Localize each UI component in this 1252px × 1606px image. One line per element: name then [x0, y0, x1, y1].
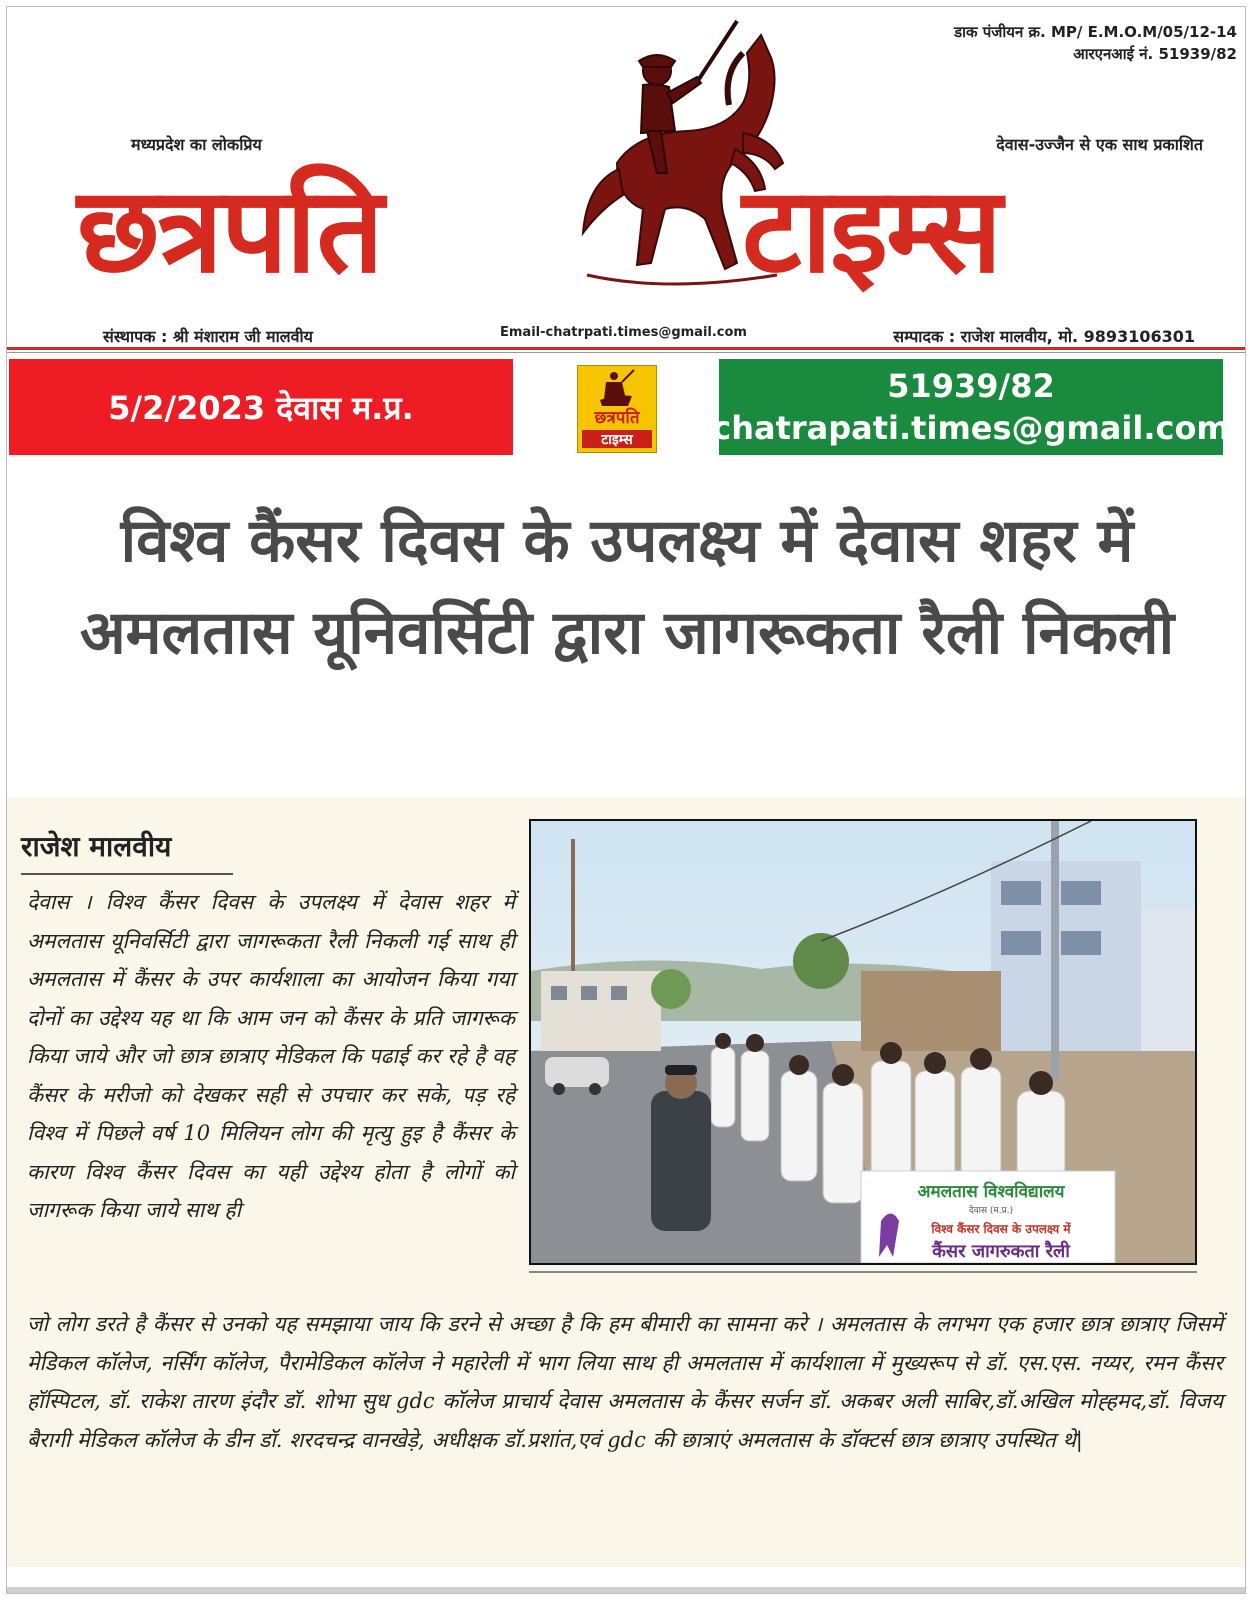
- rally-photo-illustration: [531, 821, 1195, 1263]
- mini-logo-icon: [577, 365, 657, 453]
- newspaper-page: [6, 6, 1246, 1594]
- rni-banner-number: 51939/82: [887, 367, 1055, 405]
- banner-occasion: विश्व कैंसर दिवस के उपलक्ष्य में: [931, 1222, 1071, 1236]
- banner-rally-title: कैंसर जागरुकता रैली: [932, 1241, 1070, 1262]
- banner-email[interactable]: chatrapati.times@gmail.com: [712, 409, 1230, 447]
- masthead-divider-red: [7, 347, 1245, 350]
- article-headline: विश्व कैंसर दिवस के उपलक्ष्य में देवास शहर में अमलतास यूनिवर्सिटी द्वारा जागरूकता रैली निकली: [79, 506, 1175, 668]
- page-bottom-rule: [7, 1587, 1245, 1593]
- brand-name-right: टाइम्स: [742, 160, 1001, 299]
- banner-university-name: अमलतास विश्वविद्यालय: [917, 1182, 1065, 1202]
- tagline-right: देवास-उज्जैन से एक साथ प्रकाशित: [996, 135, 1203, 154]
- registration-info: [954, 21, 1237, 65]
- banner-location: देवास (म.प्र.): [968, 1206, 1014, 1216]
- founder-line: संस्थापक : श्री मंशाराम जी मालवीय: [103, 327, 313, 346]
- article-continued-text: जो लोग डरते है कैंसर से उनको यह समझाया जाय कि डरने से अच्छा है कि हम बीमारी का सामना करे । अमलतास के लगभग एक हजार छात्र छात्राए जिसमें मेडिकल कॉलेज, नर्सिंग कॉलेज, पैरामेडिकल कॉलेज ने महारेली में भाग लिया साथ ही अमलतास में कार्यशाला में मुख्यरूप से डॉ. एस.एस. नय्यर, रमन कैंसर हॉस्पिटल, डॉ. राकेश तारण इंदौर डॉ. शोभा सुध gdc कॉलेज प्राचार्य देवास अमलतास के कैंसर सर्जन डॉ. अकबर अली साबिर,डॉ.अखिल मोह्हमद,डॉ. विजय बैरागी मेडिकल कॉलेज के डीन डॉ. शरदचन्द्र वानखेड़े, अधीक्षक डॉ.प्रशांत,एवं gdc की छात्राएं अमलतास के डॉक्टर्स छात्र छात्राए उपस्थित थे|: [27, 1312, 1223, 1452]
- masthead-email[interactable]: Email-chatrpati.times@gmail.com: [500, 325, 747, 340]
- rni-number: आरएनआई नं. 51939/82: [1073, 45, 1237, 63]
- article-column-text: देवास । विश्व कैंसर दिवस के उपलक्ष्य में देवास शहर में अमलतास यूनिवर्सिटी द्वारा जागरूकता रैली निकली गई साथ ही अमलतास में कैंसर के उपर कार्यशाला का आयोजन किया गया दोनों का उद्देश्य यह था कि आम जन को कैंसर के प्रति जागरूक किया जाये और जो छात्र छात्राए मेडिकल कि पढाई कर रहे है वह कैंसर के मरीजो को देखकर सही से उपचार कर सके, पड़ रहे विश्व में पिछले वर्ष 10 मिलियन लोग की मृत्यु हुइ है कैंसर के कारण विश्व कैंसर दिवस का यही उद्देश्य होता है लोगों को जागरूक किया जाये साथ ही: [27, 890, 515, 1222]
- mini-logo-text-2: टाइम्स: [601, 432, 633, 448]
- byline-underline: [21, 873, 233, 875]
- rally-photo: [529, 819, 1197, 1265]
- editor-line: सम्पादक : राजेश मालवीय, मो. 9893106301: [893, 327, 1195, 346]
- photo-underline: [529, 1271, 1197, 1273]
- mini-logo-text-1: छत्रपति: [594, 408, 640, 428]
- rni-email-banner: [712, 359, 1230, 455]
- masthead: [7, 7, 1245, 357]
- tagline-left: मध्यप्रदेश का लोकप्रिय: [131, 135, 262, 154]
- article-body: [7, 797, 1245, 1567]
- masthead-divider-gray: [7, 352, 1245, 353]
- date-place-banner: 5/2/2023 देवास म.प्र.: [9, 359, 513, 455]
- postal-registration: डाक पंजीयन क्र. MP/ E.M.O.M/05/12-14: [954, 23, 1237, 41]
- brand-name-left: छत्रपति: [77, 160, 382, 299]
- byline: राजेश मालवीय: [21, 830, 172, 863]
